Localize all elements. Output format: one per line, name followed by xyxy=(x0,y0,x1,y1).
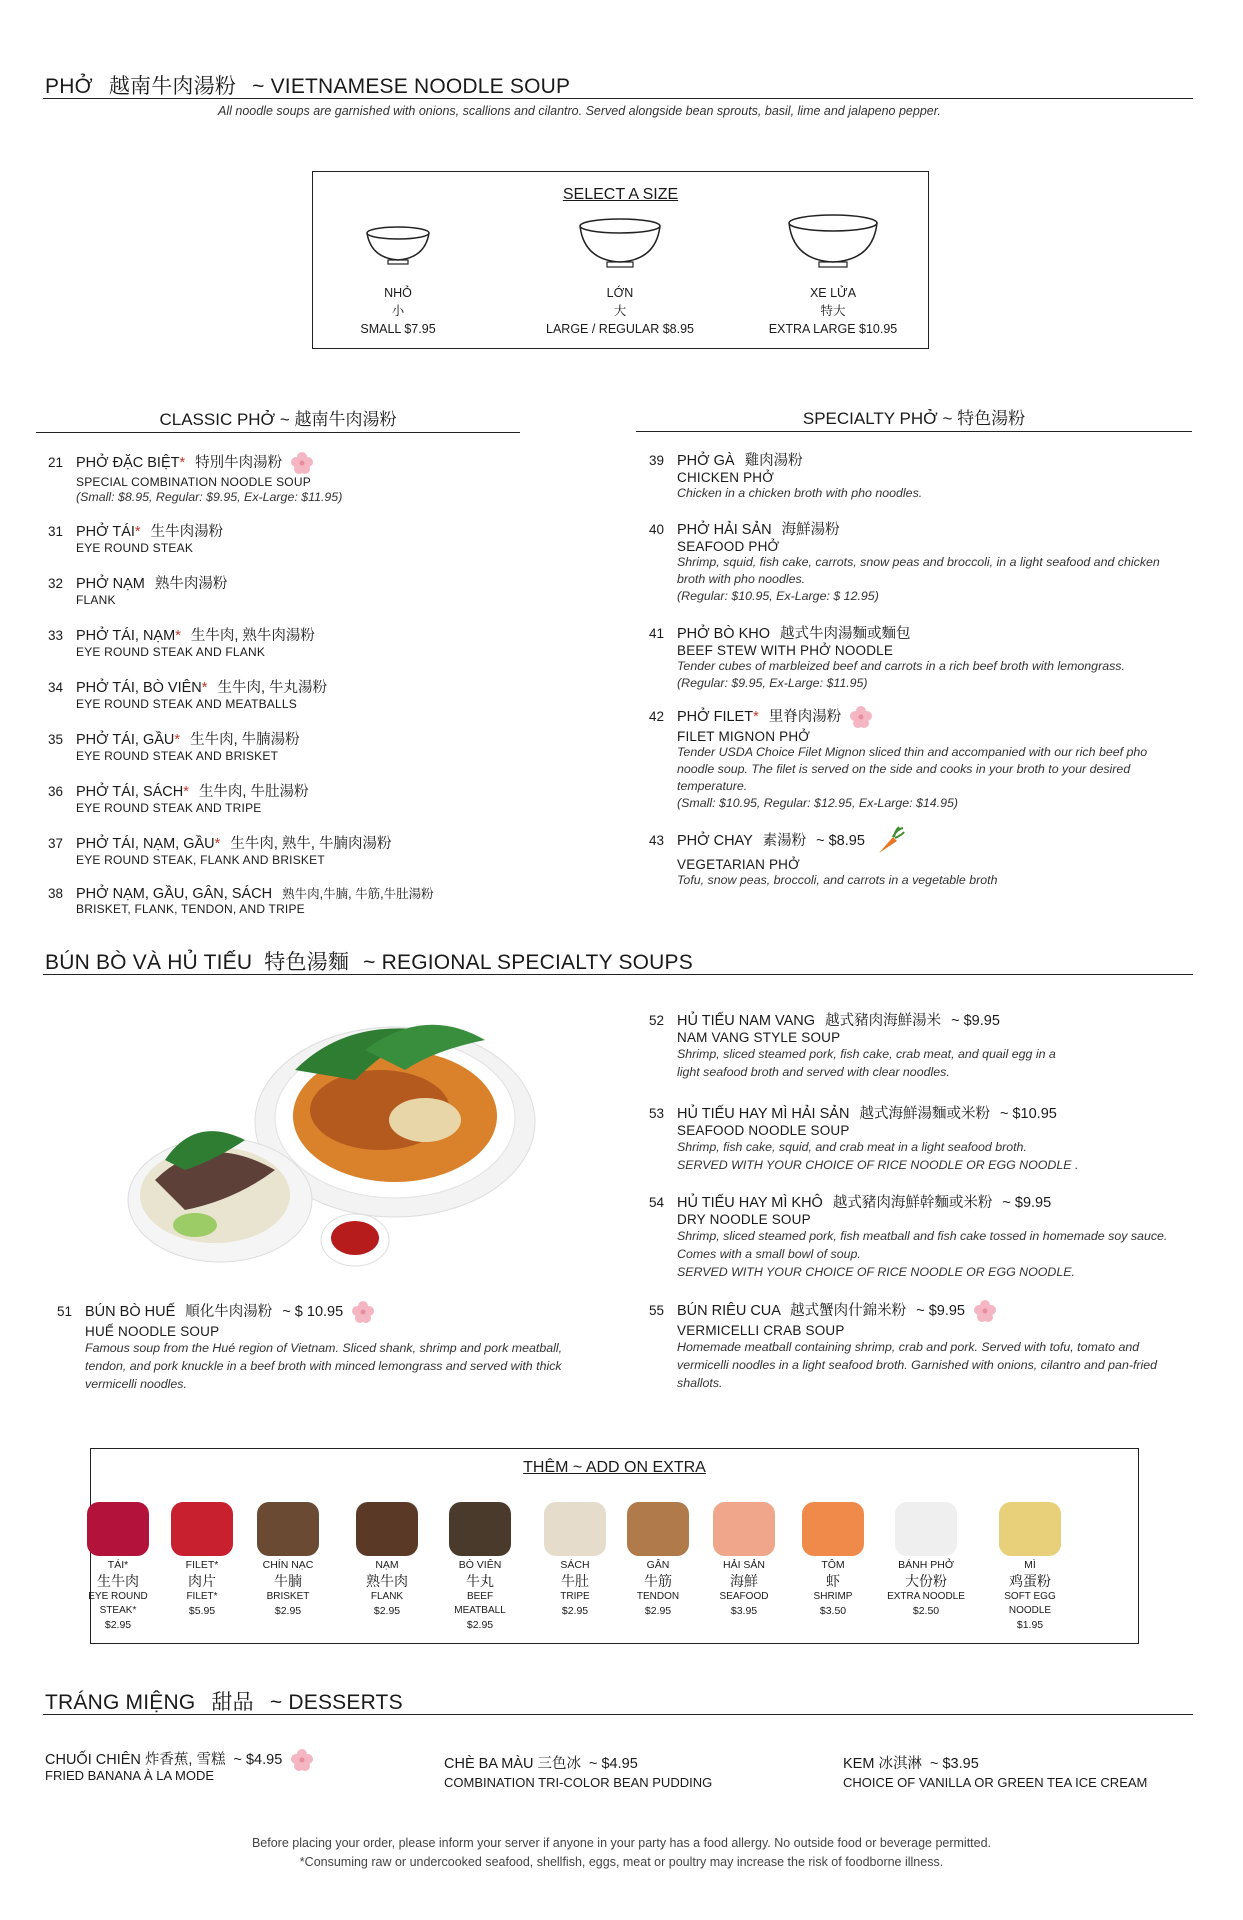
title-vn: BÚN BÒ VÀ HỦ TIẾU xyxy=(45,951,253,974)
addon-vn: NẠM xyxy=(375,1559,399,1571)
addon-vn: SÁCH xyxy=(560,1559,590,1571)
menu-item xyxy=(48,572,227,607)
item-english: FILET MIGNON PHỞ xyxy=(677,729,811,745)
item-price: ~ $9.95 xyxy=(1002,1195,1052,1211)
addon-vn: BÒ VIÊN xyxy=(458,1559,502,1571)
divider xyxy=(43,974,1193,975)
item-name: BÚN RIÊU CUA xyxy=(677,1303,781,1319)
addon-vn: TÁI* xyxy=(107,1559,129,1571)
size-zh: 小 xyxy=(391,304,405,318)
item-number: 37 xyxy=(48,836,64,851)
dessert-price: ~ $4.95 xyxy=(589,1756,638,1772)
item-zh: 生牛肉, 牛腩湯粉 xyxy=(190,732,300,748)
item-description: Shrimp, squid, fish cake, carrots, snow peas and broccoli, in a light seafood and chicken broth with pho noodles. xyxy=(677,555,1160,586)
addon-zh: 鸡蛋粉 xyxy=(1009,1573,1051,1589)
addon-zh: 虾 xyxy=(826,1573,840,1589)
size-vn: LỚN xyxy=(606,286,634,300)
addon-photo xyxy=(802,1502,864,1556)
menu-item xyxy=(649,1299,1194,1392)
allergy-notice: Before placing your order, please inform your server if anyone in your party has a food allergy. No outside food or beverage permitted. xyxy=(251,1836,992,1850)
item-price: ~ $9.95 xyxy=(951,1013,1000,1029)
item-english: BRISKET, FLANK, TENDON, AND TRIPE xyxy=(76,902,305,916)
item-number: 38 xyxy=(48,886,64,901)
title-en: ~ REGIONAL SPECIALTY SOUPS xyxy=(363,951,693,974)
item-price: ~ $ 10.95 xyxy=(282,1304,344,1320)
item-zh: 越式豬肉海鮮湯米 xyxy=(825,1013,942,1029)
menu-item xyxy=(57,1300,577,1393)
item-number: 41 xyxy=(649,626,665,641)
addon-item xyxy=(704,1502,784,1618)
title-zh: 甜品 xyxy=(211,1691,254,1714)
addon-zh: 牛肚 xyxy=(561,1573,589,1589)
item-zh: 生牛肉湯粉 xyxy=(150,524,224,540)
addon-price: $2.95 xyxy=(644,1605,672,1617)
raw-warning-star: * xyxy=(753,709,759,725)
item-zh: 海鮮湯粉 xyxy=(781,522,840,538)
item-english: BEEF STEW WITH PHỞ NOODLE xyxy=(677,643,894,658)
addon-zh: 熟牛肉 xyxy=(366,1573,408,1589)
item-name: PHỞ TÁI, NẠM, GẦU xyxy=(76,836,215,852)
addon-en: TENDON xyxy=(636,1591,680,1602)
item-zh: 越式牛肉湯麵或麵包 xyxy=(780,626,911,642)
dessert-price: ~ $3.95 xyxy=(929,1756,979,1772)
title-vn: PHỞ xyxy=(45,75,93,98)
divider xyxy=(36,432,520,433)
item-english: EYE ROUND STEAK AND BRISKET xyxy=(76,749,279,763)
addon-price: $2.95 xyxy=(274,1605,302,1617)
specialty-title: SPECIALTY PHỞ ~ 特色湯粉 xyxy=(802,409,1026,428)
item-zh: 生牛肉, 熟牛, 牛腩肉湯粉 xyxy=(230,836,392,852)
item-zh: 熟牛肉湯粉 xyxy=(154,576,228,592)
item-number: 51 xyxy=(57,1304,73,1319)
addon-vn: HẢI SẢN xyxy=(722,1559,765,1571)
menu-item xyxy=(48,451,342,506)
regional-section-title xyxy=(45,946,693,976)
addon-item xyxy=(440,1502,520,1632)
item-number: 31 xyxy=(48,524,64,539)
addon-price: $2.50 xyxy=(912,1605,940,1617)
addon-item xyxy=(78,1502,158,1632)
size-box xyxy=(312,171,929,349)
addon-en: EYE ROUND STEAK* xyxy=(88,1591,148,1616)
addon-photo xyxy=(87,1502,149,1556)
title-zh: 越南牛肉湯粉 xyxy=(108,75,237,98)
item-name: PHỞ ĐẶC BIỆT xyxy=(76,455,180,471)
item-name: HỦ TIẾU HAY MÌ KHÔ xyxy=(677,1195,823,1211)
raw-warning-star: * xyxy=(134,524,141,540)
addon-vn: GÂN xyxy=(646,1559,670,1571)
addon-item xyxy=(990,1502,1070,1632)
item-zh: 特別牛肉湯粉 xyxy=(195,455,283,471)
item-description: Chicken in a chicken broth with pho noodles. xyxy=(677,486,923,500)
addon-vn: FILET* xyxy=(185,1559,219,1571)
addon-zh: 牛腩 xyxy=(274,1573,302,1589)
item-description: Famous soup from the Hué region of Vietnam. Sliced shank, shrimp and pork meatball, tendon, and pork knuckle in a beef broth with minced lemongrass and served with thick vermicelli noodles. xyxy=(85,1341,563,1392)
title-en: ~ VIETNAMESE NOODLE SOUP xyxy=(252,75,571,98)
item-zh: 里脊肉湯粉 xyxy=(768,709,842,725)
item-english: EYE ROUND STEAK AND TRIPE xyxy=(76,801,262,815)
addon-item xyxy=(162,1502,242,1618)
addon-price: $2.95 xyxy=(466,1619,494,1631)
addon-en: BRISKET xyxy=(266,1591,310,1602)
size-vn: NHỎ xyxy=(384,286,412,300)
addon-en: SHRIMP xyxy=(813,1591,853,1602)
dessert-price: ~ $4.95 xyxy=(233,1752,283,1768)
menu-item xyxy=(649,518,1179,605)
flower-icon xyxy=(290,451,314,475)
addon-en: TRIPE xyxy=(560,1591,590,1602)
addon-vn: MÌ xyxy=(1024,1559,1036,1571)
menu-item xyxy=(649,825,1189,889)
dessert-item xyxy=(843,1752,1147,1790)
title-vn: TRÁNG MIỆNG xyxy=(45,1691,196,1714)
addon-vn: CHÍN NẠC xyxy=(262,1559,314,1571)
item-english: EYE ROUND STEAK AND MEATBALLS xyxy=(76,697,297,711)
item-name: PHỞ GÀ xyxy=(677,453,735,469)
size-en: EXTRA LARGE $10.95 xyxy=(768,322,898,336)
noodle-soup-photo xyxy=(125,1010,545,1280)
item-name: PHỞ TÁI, BÒ VIÊN xyxy=(76,680,202,696)
dessert-english: FRIED BANANA À LA MODE xyxy=(45,1768,215,1784)
dessert-english: COMBINATION TRI-COLOR BEAN PUDDING xyxy=(444,1775,713,1790)
menu-item xyxy=(649,1191,1194,1281)
item-noodle-choice: SERVED WITH YOUR CHOICE OF RICE NOODLE OR EGG NOODLE. xyxy=(677,1265,1075,1279)
size-small xyxy=(333,284,463,338)
item-english: NAM VANG STYLE SOUP xyxy=(677,1030,841,1045)
addon-price: $3.50 xyxy=(819,1605,847,1617)
item-prices: (Regular: $10.95, Ex-Large: $ 12.95) xyxy=(677,589,879,603)
menu-item xyxy=(649,705,1179,812)
item-name: BÚN BÒ HUẾ xyxy=(85,1304,176,1320)
item-zh: 越式蟹肉什錦米粉 xyxy=(790,1303,907,1319)
addon-zh: 大份粉 xyxy=(905,1573,947,1589)
item-name: PHỞ TÁI, SÁCH xyxy=(76,784,184,800)
divider xyxy=(43,98,1193,99)
item-zh: 越式海鮮湯麵或米粉 xyxy=(859,1106,990,1122)
addon-photo xyxy=(999,1502,1061,1556)
item-description: Tender cubes of marbleized beef and carrots in a rich beef broth with lemongrass. xyxy=(677,659,1125,673)
item-number: 35 xyxy=(48,732,64,747)
addon-photo xyxy=(257,1502,319,1556)
item-name: PHỞ HẢI SẢN xyxy=(677,522,772,538)
addon-photo xyxy=(627,1502,689,1556)
item-number: 52 xyxy=(649,1013,665,1028)
addon-vn: TÔM xyxy=(821,1559,845,1571)
item-name: PHỞ TÁI xyxy=(76,524,135,540)
title-en: ~ DESSERTS xyxy=(269,1691,403,1714)
item-english: SPECIAL COMBINATION NOODLE SOUP xyxy=(76,475,311,490)
addon-en: SEAFOOD xyxy=(719,1591,769,1602)
item-name: PHỞ FILET xyxy=(677,709,754,725)
item-name: PHỞ NẠM, GẦU, GÂN, SÁCH xyxy=(76,886,273,902)
raw-warning-star: * xyxy=(201,680,208,696)
addon-photo xyxy=(544,1502,606,1556)
item-name: PHỞ TÁI, NẠM xyxy=(76,628,176,644)
item-description: Shrimp, sliced steamed pork, fish meatball and fish cake tossed in homemade soy sauce. Comes with a small bowl of soup. xyxy=(677,1229,1168,1261)
item-english: VEGETARIAN PHỞ xyxy=(677,857,800,872)
size-en: LARGE / REGULAR $8.95 xyxy=(546,322,694,336)
addon-price: $3.95 xyxy=(730,1605,758,1617)
menu-item xyxy=(649,1009,1059,1081)
menu-item xyxy=(48,884,434,916)
flower-icon xyxy=(290,1748,314,1772)
menu-item xyxy=(649,622,1189,692)
item-price: ~ $8.95 xyxy=(816,832,865,849)
addon-item xyxy=(347,1502,427,1618)
size-zh: 特大 xyxy=(820,304,846,318)
addon-en: BEEF MEATBALL xyxy=(454,1591,506,1616)
item-zh: 生牛肉, 牛丸湯粉 xyxy=(217,680,328,696)
item-price: ~ $9.95 xyxy=(916,1303,965,1319)
raw-warning-star: * xyxy=(179,455,186,471)
item-price: ~ $10.95 xyxy=(999,1106,1057,1122)
item-name: PHỞ CHAY xyxy=(677,832,753,849)
menu-item xyxy=(48,832,391,867)
dessert-name: CHÈ BA MÀU 三色冰 xyxy=(444,1756,581,1772)
item-number: 39 xyxy=(649,453,665,468)
addon-en: FLANK xyxy=(370,1591,404,1602)
item-english: FLANK xyxy=(76,593,116,607)
item-number: 36 xyxy=(48,784,64,799)
item-description: Homemade meatball containing shrimp, crab and pork. Served with tofu, tomato and vermicelli noodles in a light seafood broth. Garnished with onions, cilantro and pan-fried shallots. xyxy=(677,1340,1158,1391)
menu-item xyxy=(649,449,1189,502)
large-bowl-icon xyxy=(576,216,664,270)
addon-zh: 生牛肉 xyxy=(97,1573,139,1589)
item-number: 42 xyxy=(649,709,665,724)
size-extra-large xyxy=(743,284,923,338)
addon-price: $2.95 xyxy=(373,1605,401,1617)
item-prices: (Small: $8.95, Regular: $9.95, Ex-Large: $11.95) xyxy=(76,490,343,505)
carrot-icon xyxy=(873,825,905,857)
addon-heading: THÊM ~ ADD ON EXTRA xyxy=(523,1459,706,1476)
menu-item xyxy=(48,780,309,815)
item-description: Shrimp, sliced steamed pork, fish cake, crab meat, and quail egg in a light seafood broth and served with clear noodles. xyxy=(677,1047,1056,1079)
item-number: 55 xyxy=(649,1303,665,1318)
item-english: EYE ROUND STEAK AND FLANK xyxy=(76,645,266,659)
addon-vn: BÁNH PHỞ xyxy=(898,1559,954,1571)
item-number: 34 xyxy=(48,680,64,695)
raw-food-warning: *Consuming raw or undercooked seafood, shellfish, eggs, meat or poultry may increase the risk of foodborne illness. xyxy=(299,1855,944,1869)
dessert-name: CHUỐI CHIÊN 炸香蕉, 雪糕 xyxy=(45,1752,226,1768)
size-zh: 大 xyxy=(613,304,627,318)
item-english: CHICKEN PHỞ xyxy=(677,470,775,485)
addon-photo xyxy=(713,1502,775,1556)
item-zh: 越式豬肉海鮮幹麵或米粉 xyxy=(832,1195,993,1211)
dessert-item xyxy=(444,1752,712,1790)
addon-item xyxy=(793,1502,873,1618)
title-zh: 特色湯麵 xyxy=(264,951,350,974)
raw-warning-star: * xyxy=(214,836,221,852)
addon-zh: 肉片 xyxy=(188,1573,216,1589)
addon-price: $1.95 xyxy=(1016,1619,1044,1631)
dessert-name: KEM 冰淇淋 xyxy=(843,1756,922,1772)
menu-item xyxy=(48,520,223,555)
item-description: Tender USDA Choice Filet Mignon sliced thin and accompanied with our rich beef pho noodle soup. The filet is served on the side and cooks in your broth to your desired temperature. xyxy=(677,745,1148,794)
item-english: VERMICELLI CRAB SOUP xyxy=(677,1323,845,1339)
addon-price: $5.95 xyxy=(188,1605,216,1617)
item-name: HỦ TIẾU NAM VANG xyxy=(677,1013,816,1029)
size-heading: SELECT A SIZE xyxy=(562,186,679,203)
item-prices: (Regular: $9.95, Ex-Large: $11.95) xyxy=(677,676,868,690)
divider xyxy=(43,1714,1193,1715)
item-english: SEAFOOD NOODLE SOUP xyxy=(677,1123,850,1138)
menu-item xyxy=(649,1102,1194,1174)
item-zh: 生牛肉, 牛肚湯粉 xyxy=(198,784,309,800)
menu-item xyxy=(48,624,315,659)
item-zh: 熟牛肉,牛腩, 牛筋,牛肚湯粉 xyxy=(282,887,434,901)
item-prices: (Small: $10.95, Regular: $12.95, Ex-Large: $14.95) xyxy=(677,796,959,811)
item-noodle-choice: SERVED WITH YOUR CHOICE OF RICE NOODLE OR EGG NOODLE . xyxy=(677,1158,1079,1172)
desserts-section-title xyxy=(45,1686,403,1716)
item-zh: 素湯粉 xyxy=(762,832,807,849)
size-large xyxy=(520,284,720,338)
item-english: SEAFOOD PHỞ xyxy=(677,539,780,554)
item-name: HỦ TIẾU HAY MÌ HẢI SẢN xyxy=(677,1106,850,1122)
addon-photo xyxy=(449,1502,511,1556)
addon-zh: 牛筋 xyxy=(644,1573,672,1589)
menu-item xyxy=(48,676,327,711)
item-number: 53 xyxy=(649,1106,665,1121)
dessert-item xyxy=(45,1748,314,1783)
addon-zh: 海鮮 xyxy=(730,1573,758,1589)
addon-item xyxy=(248,1502,328,1618)
dessert-english: CHOICE OF VANILLA OR GREEN TEA ICE CREAM xyxy=(843,1775,1148,1790)
addon-price: $2.95 xyxy=(104,1619,132,1631)
addon-photo xyxy=(171,1502,233,1556)
classic-title: CLASSIC PHỞ ~ 越南牛肉湯粉 xyxy=(159,410,397,429)
raw-warning-star: * xyxy=(175,628,181,644)
size-vn: XE LỬA xyxy=(809,286,857,300)
flower-icon xyxy=(351,1300,375,1324)
item-number: 54 xyxy=(649,1195,665,1210)
raw-warning-star: * xyxy=(174,732,181,748)
addon-en: EXTRA NOODLE xyxy=(887,1591,965,1602)
item-name: PHỞ NẠM xyxy=(76,576,145,592)
item-number: 33 xyxy=(48,628,64,643)
addon-en: SOFT EGG NOODLE xyxy=(1004,1591,1056,1616)
footer-notice xyxy=(0,1834,1243,1872)
small-bowl-icon xyxy=(363,224,433,268)
item-english: EYE ROUND STEAK xyxy=(76,541,194,555)
extra-large-bowl-icon xyxy=(785,212,881,270)
addon-photo xyxy=(895,1502,957,1556)
raw-warning-star: * xyxy=(183,784,189,800)
addon-item xyxy=(618,1502,698,1618)
garnish-note: All noodle soups are garnished with onions, scallions and cilantro. Served alongside bean sprouts, basil, lime and jalapeno pepper. xyxy=(218,104,941,118)
pho-section-title xyxy=(45,70,570,100)
item-description: Tofu, snow peas, broccoli, and carrots in a vegetable broth xyxy=(677,873,998,887)
item-description: Shrimp, fish cake, squid, and crab meat in a light seafood broth. xyxy=(677,1140,1027,1154)
addon-price: $2.95 xyxy=(561,1605,589,1617)
item-name: PHỞ TÁI, GẦU xyxy=(76,732,175,748)
item-number: 43 xyxy=(649,832,665,848)
addon-item xyxy=(886,1502,966,1618)
addon-photo xyxy=(356,1502,418,1556)
item-zh: 生牛肉, 熟牛肉湯粉 xyxy=(190,628,315,644)
size-en: SMALL $7.95 xyxy=(360,322,436,336)
menu-item xyxy=(48,728,300,763)
item-number: 32 xyxy=(48,576,64,591)
item-english: DRY NOODLE SOUP xyxy=(677,1212,811,1227)
item-number: 21 xyxy=(48,455,64,470)
item-zh: 雞肉湯粉 xyxy=(744,453,803,469)
divider xyxy=(636,431,1192,432)
item-zh: 順化牛肉湯粉 xyxy=(185,1304,273,1320)
flower-icon xyxy=(973,1299,997,1323)
addon-zh: 牛丸 xyxy=(466,1573,494,1589)
addon-item xyxy=(535,1502,615,1618)
item-english: HUẾ NOODLE SOUP xyxy=(85,1324,220,1340)
item-number: 40 xyxy=(649,522,665,537)
addon-en: FILET* xyxy=(186,1591,218,1602)
flower-icon xyxy=(849,705,873,729)
item-name: PHỞ BÒ KHO xyxy=(677,626,771,642)
item-english: EYE ROUND STEAK, FLANK AND BRISKET xyxy=(76,853,325,867)
